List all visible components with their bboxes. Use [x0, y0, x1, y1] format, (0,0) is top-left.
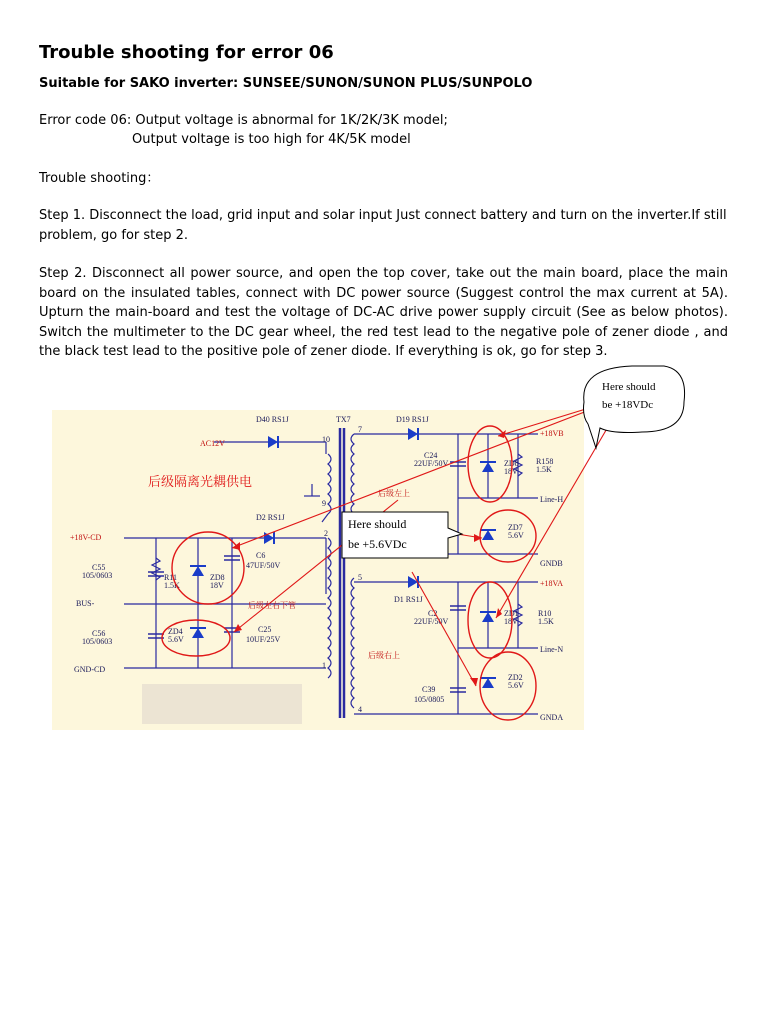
label-gndb: GNDB	[540, 559, 563, 568]
label-bus: BUS-	[76, 599, 95, 608]
chinese-heading-label: 后级隔离光耦供电	[148, 474, 253, 489]
label-18vb: +18VB	[540, 429, 564, 438]
label-c25-val: 10UF/25V	[246, 635, 281, 644]
label-line-n: Line-N	[540, 645, 564, 654]
label-r11-val: 1.5K	[164, 581, 180, 590]
label-pin9: 9	[322, 499, 326, 508]
label-18vcd: +18V-CD	[70, 533, 102, 542]
label-pin5: 5	[358, 573, 362, 582]
label-line-h: Line-H	[540, 495, 564, 504]
callout-56v-line2: be +5.6VDc	[348, 537, 407, 551]
step-2: Step 2. Disconnect all power source, and open the top cover, take out the main board, place the main board on the insulated tables, connect with DC power source (Suggest control the max current at 5A). Upturn the main-board and test the voltage of DC-AC drive power supply circuit (See as below photos). Switch the multimeter to the DC gear wheel, the red test lead to the negative pole of zener diode , and the black test lead to the positive pole of zener diode. If everything is ok, go for step 3.	[39, 266, 728, 359]
callout-18v-line1: Here should	[602, 381, 656, 393]
error-line-1: Error code 06: Output voltage is abnormal for 1K/2K/3K model;	[39, 113, 448, 128]
label-r11: R11	[164, 573, 178, 582]
label-c6-val: 47UF/50V	[246, 561, 281, 570]
label-r158-val: 1.5K	[536, 465, 552, 474]
label-18va: +18VA	[540, 579, 564, 588]
label-c24: C24	[424, 451, 438, 460]
label-zh-rear-left-up: 后级左上	[378, 489, 410, 498]
error-line-2: Output voltage is too high for 4K/5K model	[132, 132, 411, 147]
label-d40: D40 RS1J	[256, 415, 289, 424]
label-zh-rear-left-right: 后级左右下管	[248, 601, 296, 610]
label-zh-rear-right-up: 后级右上	[368, 651, 400, 660]
label-zd2-val: 5.6V	[508, 681, 524, 690]
callout-18v-line2: be +18VDc	[602, 399, 654, 411]
label-zd1-val: 18V	[504, 617, 518, 626]
label-c2: C2	[428, 609, 438, 618]
label-c39-val: 105/0805	[414, 695, 445, 704]
label-c55-val: 105/0603	[82, 571, 113, 580]
label-c25: C25	[258, 625, 272, 634]
label-zd8-left-val: 18V	[210, 581, 224, 590]
label-pin1: 1	[322, 661, 326, 670]
label-zd8-right: ZD8	[504, 459, 519, 468]
label-c6: C6	[256, 551, 266, 560]
label-d2: D2 RS1J	[256, 513, 285, 522]
label-c24-val: 22UF/50V	[414, 459, 449, 468]
label-gnda: GNDA	[540, 713, 564, 722]
blurred-region	[142, 684, 302, 724]
callout-56v-line1: Here should	[348, 517, 407, 531]
label-d1: D1 RS1J	[394, 595, 423, 604]
step-1: Step 1. Disconnect the load, grid input and solar input Just connect battery and turn on the inverter.If still problem, go for step 2.	[39, 208, 727, 243]
callout-56v	[342, 512, 462, 558]
label-c55: C55	[92, 563, 106, 572]
label-zd2: ZD2	[508, 673, 523, 682]
label-pin2: 2	[324, 529, 328, 538]
label-r10: R10	[538, 609, 552, 618]
label-c2-val: 22UF/50V	[414, 617, 449, 626]
label-tx7: TX7	[336, 415, 351, 424]
label-d19: D19 RS1J	[396, 415, 429, 424]
label-pin4: 4	[358, 705, 362, 714]
schematic-figure	[52, 362, 692, 734]
schematic-background	[52, 410, 584, 730]
label-zd7: ZD7	[508, 523, 523, 532]
label-c39: C39	[422, 685, 436, 694]
label-zd8-right-val: 18V	[504, 467, 518, 476]
label-zd8-left: ZD8	[210, 573, 225, 582]
label-ac12v: AC12V	[200, 439, 225, 448]
doc-subtitle: Suitable for SAKO inverter: SUNSEE/SUNON/SUNON PLUS/SUNPOLO	[39, 76, 533, 91]
label-zd4: ZD4	[168, 627, 183, 636]
label-zd4-val: 5.6V	[168, 635, 184, 644]
callout-18v	[584, 366, 685, 448]
label-c56-val: 105/0603	[82, 637, 113, 646]
label-c56: C56	[92, 629, 106, 638]
label-gndcd: GND-CD	[74, 665, 106, 674]
label-r10-val: 1.5K	[538, 617, 554, 626]
label-pin7: 7	[358, 425, 362, 434]
label-r158: R158	[536, 457, 554, 466]
label-zd1: ZD1	[504, 609, 519, 618]
label-pin10: 10	[322, 435, 330, 444]
label-zd7-val: 5.6V	[508, 531, 524, 540]
trouble-heading: Trouble shooting：	[39, 171, 160, 186]
doc-title: Trouble shooting for error 06	[39, 42, 334, 63]
